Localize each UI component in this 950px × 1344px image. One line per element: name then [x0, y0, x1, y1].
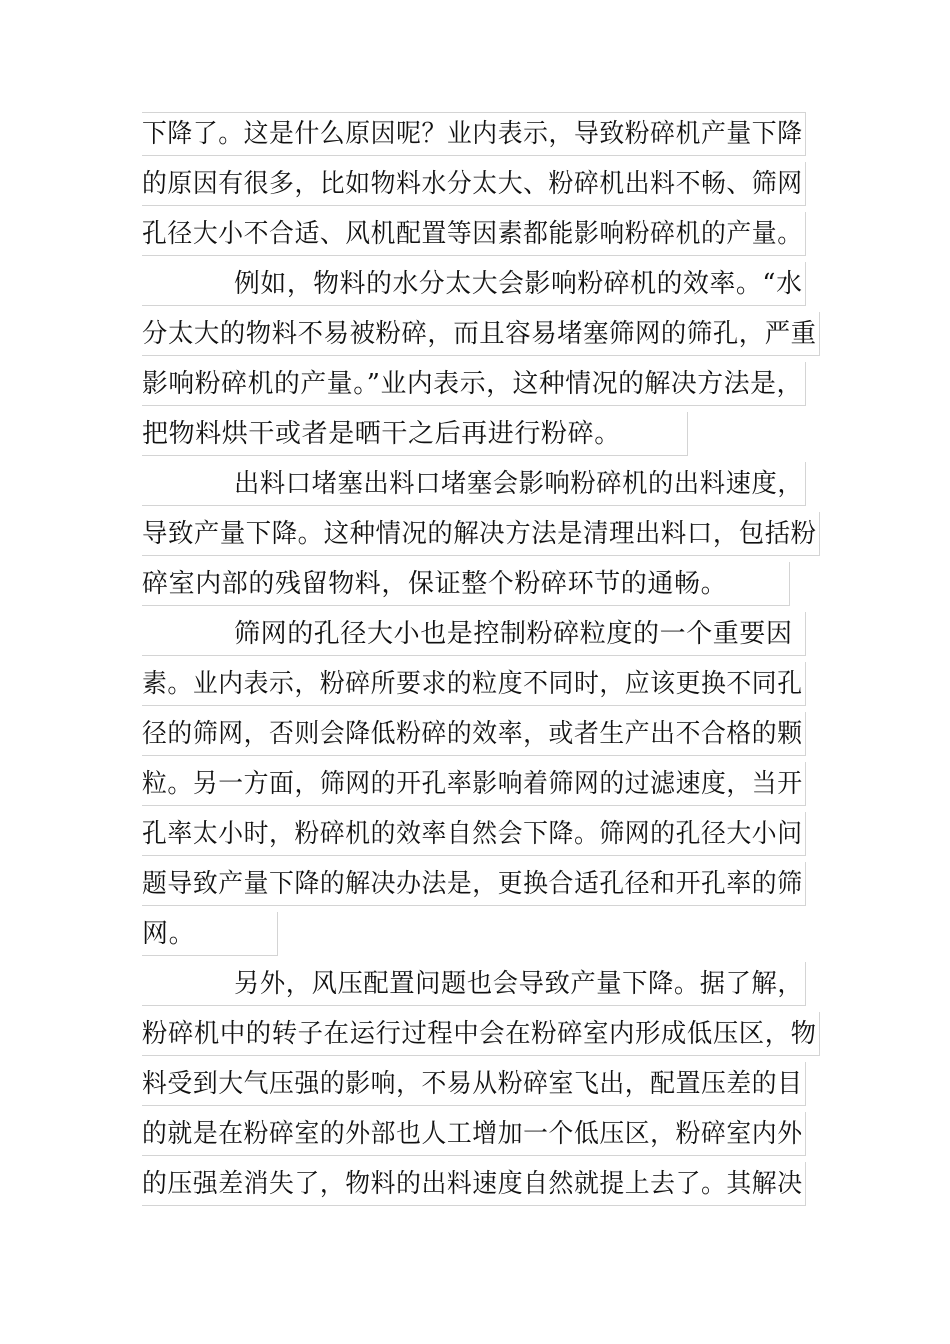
text-line [142, 1012, 820, 1056]
line-text: 另外，风压配置问题也会导致产量下降。据了解， [234, 969, 804, 999]
line-text: 的原因有很多，比如物料水分太大、粉碎机出料不畅、筛网 [142, 169, 803, 199]
text-line [142, 212, 806, 256]
line-text: 影响粉碎机的产量。”业内表示，这种情况的解决方法是， [142, 369, 803, 399]
text-line [142, 912, 278, 956]
text-line [142, 1162, 806, 1206]
line-text: 的压强差消失了，物料的出料速度自然就提上去了。其解决 [142, 1169, 803, 1199]
text-line [142, 412, 688, 456]
text-line [142, 312, 820, 356]
line-text: 题导致产量下降的解决办法是，更换合适孔径和开孔率的筛 [142, 869, 803, 899]
line-text: 孔径大小不合适、风机配置等因素都能影响粉碎机的产量。 [142, 219, 803, 249]
line-text: 分太大的物料不易被粉碎，而且容易堵塞筛网的筛孔，严重 [142, 319, 817, 349]
line-text: 料受到大气压强的影响，不易从粉碎室飞出，配置压差的目 [142, 1069, 803, 1099]
text-line [142, 362, 806, 406]
line-text: 粒。另一方面，筛网的开孔率影响着筛网的过滤速度，当开 [142, 769, 803, 799]
text-line [142, 112, 806, 156]
text-line [142, 1062, 806, 1106]
line-text: 网。 [142, 919, 196, 949]
line-text: 素。业内表示，粉碎所要求的粒度不同时，应该更换不同孔 [142, 669, 803, 699]
text-line [142, 262, 806, 306]
line-text: 筛网的孔径大小也是控制粉碎粒度的一个重要因 [234, 619, 793, 649]
text-line [142, 962, 806, 1006]
text-line [142, 812, 806, 856]
text-line [142, 1112, 806, 1156]
text-line [142, 162, 806, 206]
text-line [142, 662, 806, 706]
text-line [142, 512, 820, 556]
line-text: 导致产量下降。这种情况的解决方法是清理出料口，包括粉 [142, 519, 817, 549]
text-line [142, 562, 790, 606]
line-text: 径的筛网，否则会降低粉碎的效率，或者生产出不合格的颗 [142, 719, 803, 749]
line-text: 出料口堵塞出料口堵塞会影响粉碎机的出料速度， [234, 469, 804, 499]
line-text: 的就是在粉碎室的外部也人工增加一个低压区，粉碎室内外 [142, 1119, 803, 1149]
line-text: 把物料烘干或者是晒干之后再进行粉碎。 [142, 419, 621, 449]
line-text: 碎室内部的残留物料，保证整个粉碎环节的通畅。 [142, 569, 728, 599]
text-line [142, 462, 806, 506]
text-line [142, 762, 806, 806]
line-text: 例如，物料的水分太大会影响粉碎机的效率。“水 [234, 269, 803, 299]
line-text: 孔率太小时，粉碎机的效率自然会下降。筛网的孔径大小问 [142, 819, 803, 849]
line-text: 粉碎机中的转子在运行过程中会在粉碎室内形成低压区，物 [142, 1019, 817, 1049]
text-line [142, 862, 806, 906]
text-line [142, 612, 806, 656]
text-line [142, 712, 806, 756]
line-text: 下降了。这是什么原因呢？业内表示，导致粉碎机产量下降 [142, 119, 803, 149]
